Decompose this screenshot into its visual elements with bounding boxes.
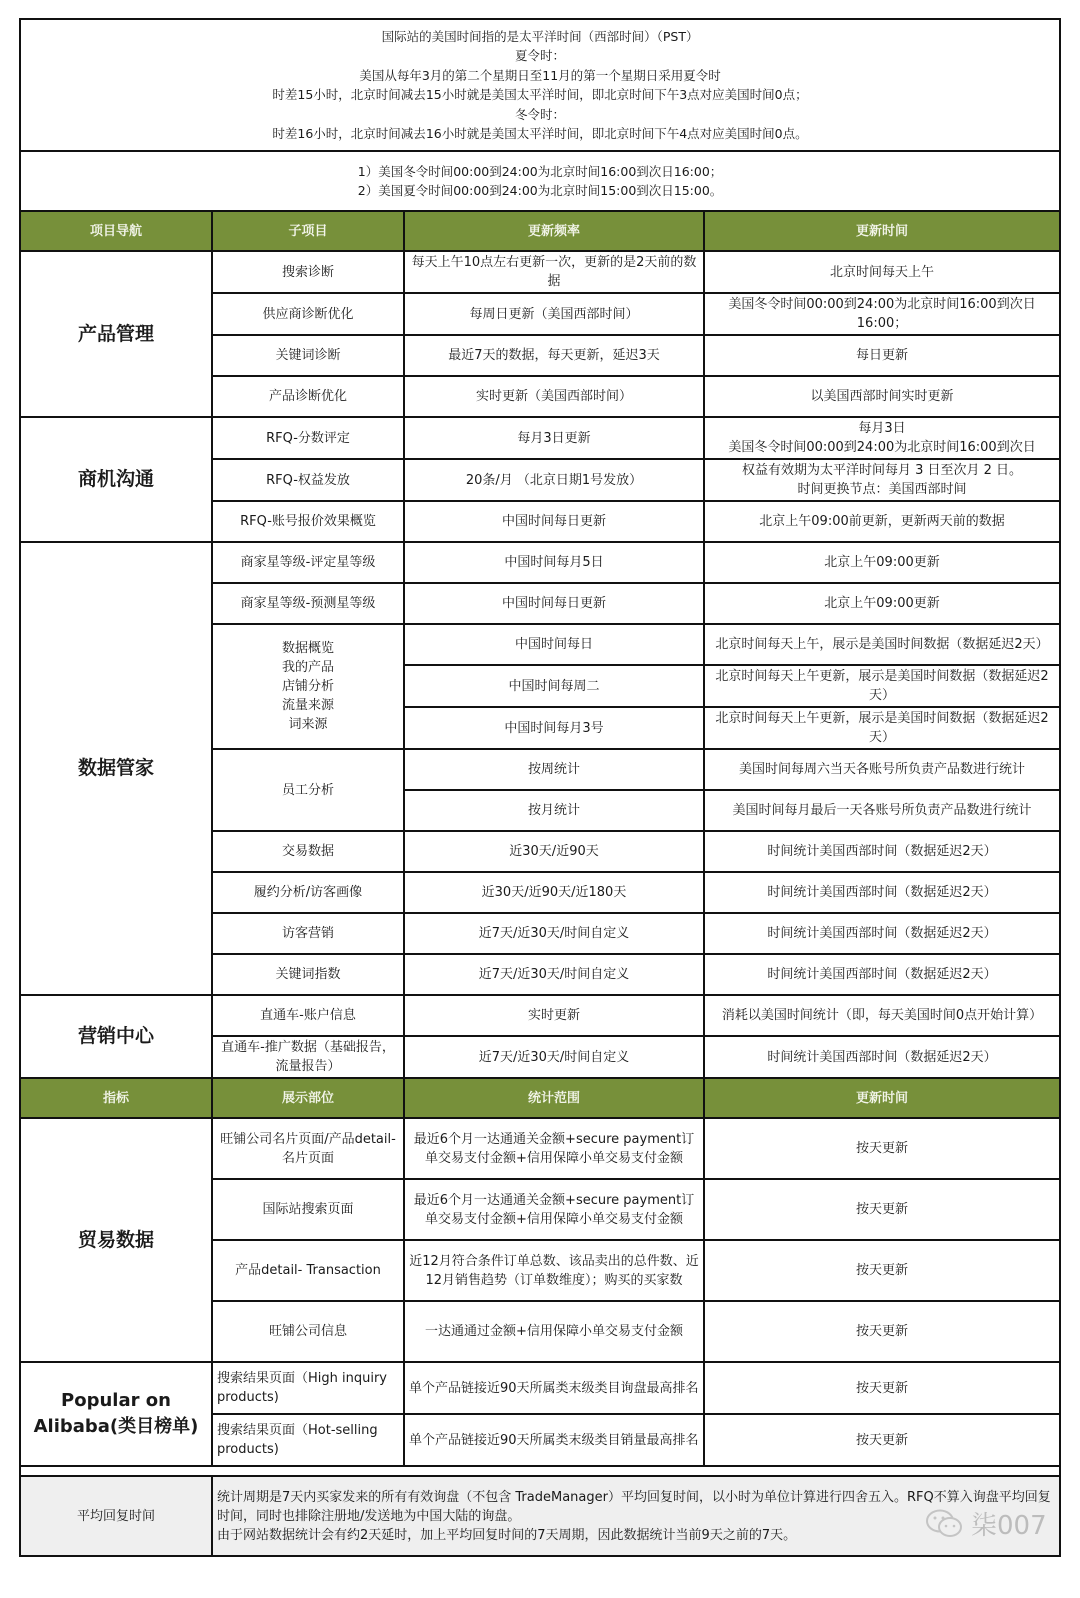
subitem-line: 数据概览 [281, 641, 334, 656]
subitem: 产品诊断优化 [212, 376, 404, 417]
update-time-line: 每月3日 [858, 421, 906, 436]
update-time: 按天更新 [704, 1118, 1060, 1179]
header-display-location: 展示部位 [212, 1078, 404, 1118]
update-time: 北京上午09:00前更新，更新两天前的数据 [704, 501, 1060, 542]
display-location: 产品detail- Transaction [212, 1240, 404, 1301]
update-time: 以美国西部时间实时更新 [704, 376, 1060, 417]
subitem-line: 我的产品 [281, 660, 334, 675]
update-time-line: 时间更换节点：美国西部时间 [797, 482, 967, 497]
avg-reply-row [20, 1476, 1060, 1556]
timezone-notes-row [20, 151, 1060, 211]
frequency: 近30天/近90天 [404, 831, 704, 872]
subitem: 交易数据 [212, 831, 404, 872]
update-time: 美国时间每周六当天各账号所负责产品数进行统计 [704, 749, 1060, 790]
stat-scope: 单个产品链接近90天所属类末级类目询盘最高排名 [404, 1362, 704, 1414]
display-location: 国际站搜索页面 [212, 1179, 404, 1240]
table-row [20, 542, 1060, 583]
stat-scope: 最近6个月一达通通关金额+secure payment订单交易支付金额+信用保障小单交易支付金额 [404, 1179, 704, 1240]
spacer-cell [20, 1466, 1060, 1476]
frequency: 最近7天的数据，每天更新，延迟3天 [404, 335, 704, 376]
frequency: 中国时间每日更新 [404, 583, 704, 624]
frequency: 中国时间每月3号 [404, 707, 704, 749]
update-time: 北京时间每天上午 [704, 251, 1060, 293]
update-time [704, 459, 1060, 501]
header-stat-scope: 统计范围 [404, 1078, 704, 1118]
frequency: 每月3日更新 [404, 417, 704, 459]
intro-line: 冬令时： [515, 106, 566, 122]
subitem: 履约分析/访客画像 [212, 872, 404, 913]
update-time: 按天更新 [704, 1240, 1060, 1301]
avg-reply-label: 平均回复时间 [20, 1476, 212, 1556]
table-row [20, 1118, 1060, 1179]
frequency: 中国时间每月5日 [404, 542, 704, 583]
timezone-intro-row [20, 19, 1060, 151]
update-time-line: 美国冬令时间00:00到24:00为北京时间16:00到次日 [728, 440, 1036, 455]
intro-line: 美国从每年3月的第二个星期日至11月的第一个星期日采用夏令时 [359, 67, 721, 83]
display-location: 搜索结果页面（High inquiry products) [212, 1362, 404, 1414]
stat-scope: 最近6个月一达通通关金额+secure payment订单交易支付金额+信用保障小单交易支付金额 [404, 1118, 704, 1179]
update-time: 美国时间每月最后一天各账号所负责产品数进行统计 [704, 790, 1060, 831]
update-time: 时间统计美国西部时间（数据延迟2天） [704, 1036, 1060, 1078]
subitem-line: 词来源 [288, 717, 328, 732]
frequency: 实时更新 [404, 995, 704, 1036]
group-data-manager: 数据管家 [20, 542, 212, 995]
stat-scope: 单个产品链接近90天所属类末级类目销量最高排名 [404, 1414, 704, 1466]
update-time: 按天更新 [704, 1362, 1060, 1414]
stat-scope: 近12月符合条件订单总数、该品卖出的总件数、近12月销售趋势（订单数维度）；购买的买家数 [404, 1240, 704, 1301]
update-time: 美国冬令时间00:00到24:00为北京时间16:00到次日16:00； [704, 293, 1060, 335]
subitem: 搜索诊断 [212, 251, 404, 293]
table1-header [20, 211, 1060, 251]
frequency: 中国时间每日 [404, 624, 704, 665]
intro-line: 国际站的美国时间指的是太平洋时间（西部时间）（PST） [381, 28, 699, 44]
subitem: 直通车-推广数据（基础报告，流量报告） [212, 1036, 404, 1078]
update-time: 按天更新 [704, 1301, 1060, 1362]
update-time-line: 权益有效期为太平洋时间每月 3 日至次月 2 日。 [741, 463, 1023, 478]
wechat-icon [925, 1508, 965, 1540]
subitem: 供应商诊断优化 [212, 293, 404, 335]
group-marketing-center: 营销中心 [20, 995, 212, 1078]
update-time: 按天更新 [704, 1179, 1060, 1240]
subitem: 商家星等级-评定星等级 [212, 542, 404, 583]
frequency: 按月统计 [404, 790, 704, 831]
note-line: 2）美国夏令时间00:00到24:00为北京时间15:00到次日15:00。 [357, 183, 723, 198]
subitem: RFQ-账号报价效果概览 [212, 501, 404, 542]
table-row [20, 251, 1060, 293]
subitem: RFQ-权益发放 [212, 459, 404, 501]
update-time [704, 417, 1060, 459]
spacer-row [20, 1466, 1060, 1476]
frequency: 每周日更新（美国西部时间） [404, 293, 704, 335]
update-time: 时间统计美国西部时间（数据延迟2天） [704, 831, 1060, 872]
frequency: 20条/月 （北京日期1号发放） [404, 459, 704, 501]
subitem: 员工分析 [212, 749, 404, 831]
subitem: 直通车-账户信息 [212, 995, 404, 1036]
stat-scope: 一达通通过金额+信用保障小单交易支付金额 [404, 1301, 704, 1362]
update-time: 时间统计美国西部时间（数据延迟2天） [704, 913, 1060, 954]
display-location: 旺铺公司信息 [212, 1301, 404, 1362]
table-row [20, 1362, 1060, 1414]
update-time: 北京时间每天上午更新，展示是美国时间数据（数据延迟2天） [704, 665, 1060, 707]
frequency: 按周统计 [404, 749, 704, 790]
header-nav: 项目导航 [20, 211, 212, 251]
subitem: 商家星等级-预测星等级 [212, 583, 404, 624]
group-popular-on-alibaba [20, 1362, 212, 1466]
frequency: 中国时间每周二 [404, 665, 704, 707]
frequency: 每天上午10点左右更新一次，更新的是2天前的数据 [404, 251, 704, 293]
header-update-time: 更新时间 [704, 211, 1060, 251]
avg-reply-line: 统计周期是7天内买家发来的所有有效询盘（不包含 TradeManager）平均回复时间，以小时为单位计算进行四舍五入。RFQ不算入询盘平均回复时间，同时也排除注册地/发送地为中国大陆的询盘。 [217, 1489, 1051, 1524]
group-name-line: Popular on [61, 1390, 171, 1411]
header-frequency: 更新频率 [404, 211, 704, 251]
subitem: 关键词诊断 [212, 335, 404, 376]
update-time: 消耗以美国时间统计（即，每天美国时间0点开始计算） [704, 995, 1060, 1036]
group-product-management: 产品管理 [20, 251, 212, 417]
update-schedule-sheet [19, 18, 1059, 1557]
frequency: 近7天/近30天/时间自定义 [404, 913, 704, 954]
subitem-line: 流量来源 [281, 698, 334, 713]
group-business-communication: 商机沟通 [20, 417, 212, 542]
subitem: 关键词指数 [212, 954, 404, 995]
watermark-text: 柒007 [971, 1511, 1047, 1541]
update-time: 北京上午09:00更新 [704, 542, 1060, 583]
update-time: 按天更新 [704, 1414, 1060, 1466]
frequency: 近30天/近90天/近180天 [404, 872, 704, 913]
subitem: RFQ-分数评定 [212, 417, 404, 459]
note-line: 1）美国冬令时间00:00到24:00为北京时间16:00到次日16:00； [357, 163, 723, 179]
intro-line: 夏令时： [515, 48, 566, 63]
display-location: 旺铺公司名片页面/产品detail-名片页面 [212, 1118, 404, 1179]
update-time: 每日更新 [704, 335, 1060, 376]
update-time: 北京时间每天上午更新，展示是美国时间数据（数据延迟2天） [704, 707, 1060, 749]
subitem-line: 店铺分析 [281, 679, 334, 694]
frequency: 近7天/近30天/时间自定义 [404, 1036, 704, 1078]
frequency: 中国时间每日更新 [404, 501, 704, 542]
update-time: 北京上午09:00更新 [704, 583, 1060, 624]
frequency: 近7天/近30天/时间自定义 [404, 954, 704, 995]
table2-header [20, 1078, 1060, 1118]
table-row [20, 417, 1060, 459]
header-subitem: 子项目 [212, 211, 404, 251]
timezone-intro [20, 19, 1060, 151]
subitem [212, 624, 404, 749]
timezone-notes [20, 151, 1060, 211]
display-location: 搜索结果页面（Hot-selling products) [212, 1414, 404, 1466]
frequency: 实时更新（美国西部时间） [404, 376, 704, 417]
schedule-table [19, 18, 1061, 1557]
avg-reply-line: 由于网站数据统计会有约2天延时，加上平均回复时间的7天周期，因此数据统计当前9天之前的7天。 [217, 1527, 797, 1543]
group-trade-data: 贸易数据 [20, 1118, 212, 1362]
watermark [925, 1505, 1047, 1542]
intro-line: 时差15小时，北京时间减去15小时就是美国太平洋时间，即北京时间下午3点对应美国时间0点； [272, 87, 808, 102]
update-time: 时间统计美国西部时间（数据延迟2天） [704, 954, 1060, 995]
intro-line: 时差16小时，北京时间减去16小时就是美国太平洋时间，即北京时间下午4点对应美国时间0点。 [272, 126, 808, 141]
header-metric: 指标 [20, 1078, 212, 1118]
update-time: 时间统计美国西部时间（数据延迟2天） [704, 872, 1060, 913]
update-time: 北京时间每天上午，展示是美国时间数据（数据延迟2天） [704, 624, 1060, 665]
subitem: 访客营销 [212, 913, 404, 954]
header-update-time: 更新时间 [704, 1078, 1060, 1118]
group-name-line: Alibaba(类目榜单) [33, 1416, 199, 1437]
table-row [20, 995, 1060, 1036]
